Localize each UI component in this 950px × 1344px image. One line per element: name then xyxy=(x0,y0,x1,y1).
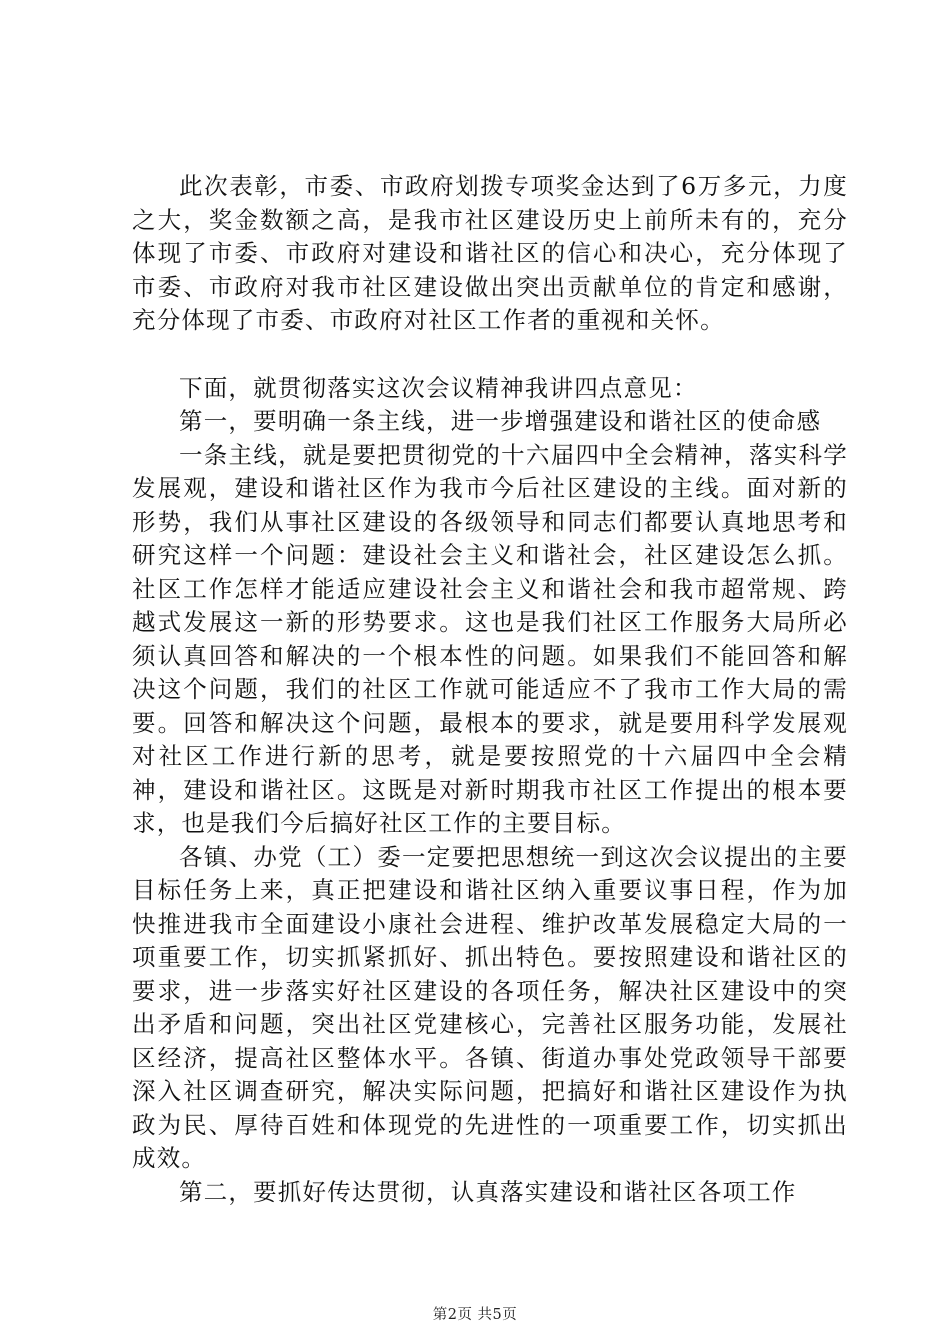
paragraph-spacer xyxy=(132,338,848,372)
paragraph-party-committees: 各镇、办党（工）委一定要把思想统一到这次会议提出的主要目标任务上来，真正把建设和谐社区纳入重要议事日程，作为加快推进我市全面建设小康社会进程、维护改革发展稳定大局的一项重要工作，切实抓紧抓好、抓出特色。要按照建设和谐社区的要求，进一步落实好社区建设的各项任务，解决社区建设中的突出矛盾和问题，突出社区党建核心，完善社区服务功能，发展社区经济，提高社区整体水平。各镇、街道办事处党政领导干部要深入社区调查研究，解决实际问题，把搞好和谐社区建设作为执政为民、厚待百姓和体现党的先进性的一项重要工作，切实抓出成效。 xyxy=(132,842,848,1172)
paragraph-main-line: 一条主线，就是要把贯彻党的十六届四中全会精神，落实科学发展观，建设和谐社区作为我市今后社区建设的主线。面对新的形势，我们从事社区建设的各级领导和同志们都要认真地思考和研究这样一个问题：建设社会主义和谐社会，社区建设怎么抓。社区工作怎样才能适应建设社会主义和谐社会和我市超常规、跨越式发展这一新的形势要求。这也是我们社区工作服务大局所必须认真回答和解决的一个根本性的问题。如果我们不能回答和解决这个问题，我们的社区工作就可能适应不了我市工作大局的需要。回答和解决这个问题，最根本的要求，就是要用科学发展观对社区工作进行新的思考，就是要按照党的十六届四中全会精神，建设和谐社区。这既是对新时期我市社区工作提出的根本要求，也是我们今后搞好社区工作的主要目标。 xyxy=(132,440,848,837)
paragraph-award-funding: 此次表彰，市委、市政府划拨专项奖金达到了6万多元，力度之大，奖金数额之高，是我市社区建设历史上前所未有的，充分体现了市委、市政府对建设和谐社区的信心和决心，充分体现了市委、市政府对我市社区建设做出突出贡献单位的肯定和感谢，充分体现了市委、市政府对社区工作者的重视和关怀。 xyxy=(132,172,848,334)
paragraph-intro-four-points: 下面，就贯彻落实这次会议精神我讲四点意见： xyxy=(179,373,698,402)
heading-point-two: 第二，要抓好传达贯彻，认真落实建设和谐社区各项工作 xyxy=(179,1177,797,1206)
document-body xyxy=(132,170,848,1209)
page-number-footer: 第2页 共5页 xyxy=(432,1307,518,1323)
heading-point-one: 第一，要明确一条主线，进一步增强建设和谐社区的使命感 xyxy=(179,407,822,435)
